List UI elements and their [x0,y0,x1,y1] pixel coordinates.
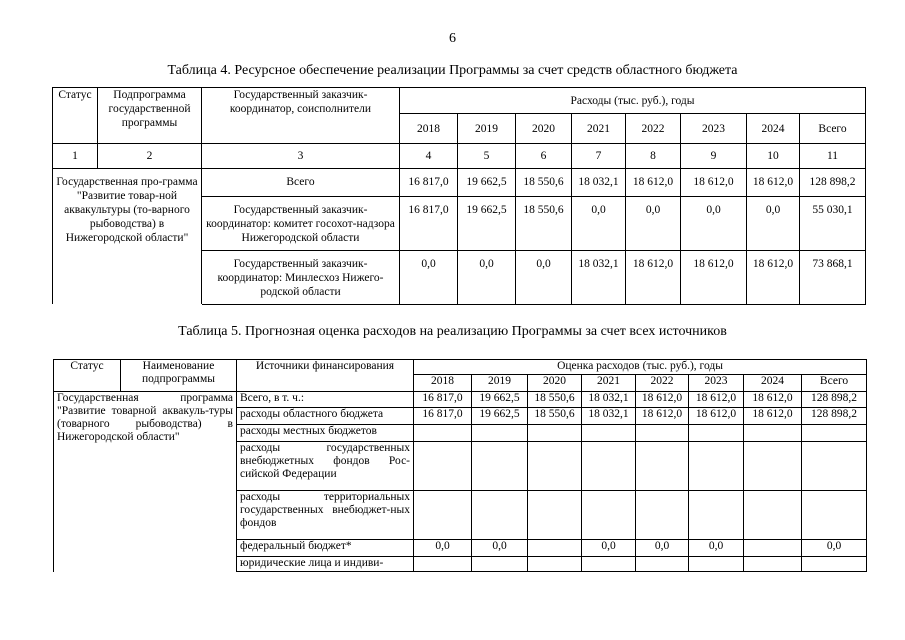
table4-header-customer: Государственный заказчик-координатор, соисполнители [202,88,400,144]
table5-cell: 0,0 [636,540,689,557]
table5-year-header: 2020 [528,375,582,392]
table5-cell: 18 550,6 [528,392,582,408]
table5-cell: 19 662,5 [472,408,528,425]
table4-col-number: 1 [53,144,98,169]
table5-cell [636,425,689,442]
table5-source-label: расходы территориальных государственных внебюджет-ных фондов [237,491,414,540]
table5-cell [689,425,744,442]
table4-cell: 18 612,0 [681,169,747,197]
table5-cell [744,491,802,540]
table5-cell: 18 550,6 [528,408,582,425]
table4-year-header: 2018 [400,114,458,144]
table5-cell: 0,0 [582,540,636,557]
table5-caption: Таблица 5. Прогнозная оценка расходов на реализацию Программы за счет всех источников [178,324,727,339]
table5-cell [582,442,636,491]
table4-row-label: Государственный заказчик-координатор: комитет госохот-надзора Нижегородской области [202,197,400,251]
page-number: 6 [449,31,456,46]
table5-source-label: юридические лица и индиви- [237,557,414,572]
table5-cell [802,491,867,540]
table5-cell [472,491,528,540]
table5-cell [636,491,689,540]
table4-year-header: 2021 [572,114,626,144]
table5-year-header: 2021 [582,375,636,392]
table4-cell: 18 612,0 [626,251,681,305]
table4-cell: 18 032,1 [572,169,626,197]
table4-col-number: 9 [681,144,747,169]
table5-cell [802,442,867,491]
table4-header-subprogram: Подпрограмма государственной программы [98,88,202,144]
table4-cell: 73 868,1 [800,251,866,305]
table5-cell: 0,0 [802,540,867,557]
table5-year-header: 2018 [414,375,472,392]
table5-cell [582,557,636,572]
table5-cell: 18 612,0 [744,408,802,425]
table5-program-name: Государственная программа "Развитие товарной аквакуль-туры (товарного рыбоводства) в Нижегородской области" [54,392,237,572]
table5-header-status: Статус [54,360,121,392]
table4-row-label: Всего [202,169,400,197]
table5-source-label: расходы местных бюджетов [237,425,414,442]
table4-caption: Таблица 4. Ресурсное обеспечение реализации Программы за счет средств областного бюджета [167,63,738,78]
table5-cell [528,491,582,540]
table5-cell [582,425,636,442]
table4-col-number: 3 [202,144,400,169]
table5-cell: 128 898,2 [802,392,867,408]
table5-cell: 18 612,0 [636,392,689,408]
table4-row-label: Государственный заказчик-координатор: Минлесхоз Нижего-родской области [202,251,400,305]
table5-cell [802,425,867,442]
table4-col-number: 7 [572,144,626,169]
table4-col-number: 6 [516,144,572,169]
table4-cell: 16 817,0 [400,169,458,197]
table5-cell: 19 662,5 [472,392,528,408]
table4-cell: 18 032,1 [572,251,626,305]
table4-col-number: 4 [400,144,458,169]
table5 [53,359,867,572]
table5-cell [472,557,528,572]
table5-cell [744,425,802,442]
table5-cell: 0,0 [472,540,528,557]
table5-cell [636,557,689,572]
table5-cell: 18 612,0 [636,408,689,425]
table4-header-expenses: Расходы (тыс. руб.), годы [400,88,866,114]
table4-cell: 16 817,0 [400,197,458,251]
table5-cell [689,442,744,491]
table5-cell [414,491,472,540]
table4-cell: 18 612,0 [626,169,681,197]
table4-cell: 18 550,6 [516,169,572,197]
table5-header-sources: Источники финансирования [237,360,414,392]
table4-cell: 0,0 [572,197,626,251]
table5-cell [582,491,636,540]
table5-header-estimate: Оценка расходов (тыс. руб.), годы [414,360,867,375]
table5-cell [802,557,867,572]
table4-cell: 0,0 [458,251,516,305]
table4-cell: 0,0 [626,197,681,251]
table5-cell [528,540,582,557]
table4 [52,87,866,305]
table5-source-label: Всего, в т. ч.: [237,392,414,408]
table5-cell [414,425,472,442]
table4-cell: 19 662,5 [458,169,516,197]
table5-cell [744,557,802,572]
table5-cell [414,557,472,572]
table4-cell: 55 030,1 [800,197,866,251]
table4-year-header: 2022 [626,114,681,144]
table4-cell: 18 612,0 [747,251,800,305]
table4-cell: 19 662,5 [458,197,516,251]
table5-cell [528,557,582,572]
table4-cell: 128 898,2 [800,169,866,197]
table4-cell: 0,0 [681,197,747,251]
table5-cell: 18 032,1 [582,408,636,425]
table5-cell: 18 612,0 [689,392,744,408]
table5-source-label: расходы государственных внебюджетных фондов Рос-сийской Федерации [237,442,414,491]
table5-cell: 0,0 [689,540,744,557]
table4-header-status: Статус [53,88,98,144]
table4-year-header: 2023 [681,114,747,144]
table5-cell [689,491,744,540]
table4-col-number: 8 [626,144,681,169]
table4-cell: 0,0 [400,251,458,305]
table4-cell: 18 612,0 [747,169,800,197]
table5-cell: 18 612,0 [689,408,744,425]
table5-cell: 18 032,1 [582,392,636,408]
table5-cell [528,442,582,491]
table5-year-header: 2019 [472,375,528,392]
table4-col-number: 2 [98,144,202,169]
table5-cell: 16 817,0 [414,392,472,408]
table5-cell: 18 612,0 [744,392,802,408]
table5-year-header: 2022 [636,375,689,392]
table4-total-header: Всего [800,114,866,144]
table4-cell: 18 550,6 [516,197,572,251]
table4-year-header: 2019 [458,114,516,144]
table5-cell [744,442,802,491]
table4-program-name: Государственная про-грамма "Развитие товар-ной аквакультуры (то-варного рыбоводства) в Нижегородской области" [53,169,202,305]
table5-cell [636,442,689,491]
table4-cell: 0,0 [747,197,800,251]
table4-col-number: 5 [458,144,516,169]
table5-cell: 128 898,2 [802,408,867,425]
table4-year-header: 2024 [747,114,800,144]
table5-cell [528,425,582,442]
table5-cell [472,425,528,442]
table4-cell: 0,0 [516,251,572,305]
table5-cell [472,442,528,491]
table5-cell [689,557,744,572]
table5-year-header: 2024 [744,375,802,392]
table5-total-header: Всего [802,375,867,392]
table5-cell [414,442,472,491]
table5-year-header: 2023 [689,375,744,392]
table4-col-number: 10 [747,144,800,169]
table5-cell: 16 817,0 [414,408,472,425]
table5-cell [744,540,802,557]
table5-cell: 0,0 [414,540,472,557]
table5-source-label: федеральный бюджет* [237,540,414,557]
table5-header-name: Наименование подпрограммы [121,360,237,392]
table4-year-header: 2020 [516,114,572,144]
table4-cell: 18 612,0 [681,251,747,305]
table5-source-label: расходы областного бюджета [237,408,414,425]
table4-col-number: 11 [800,144,866,169]
